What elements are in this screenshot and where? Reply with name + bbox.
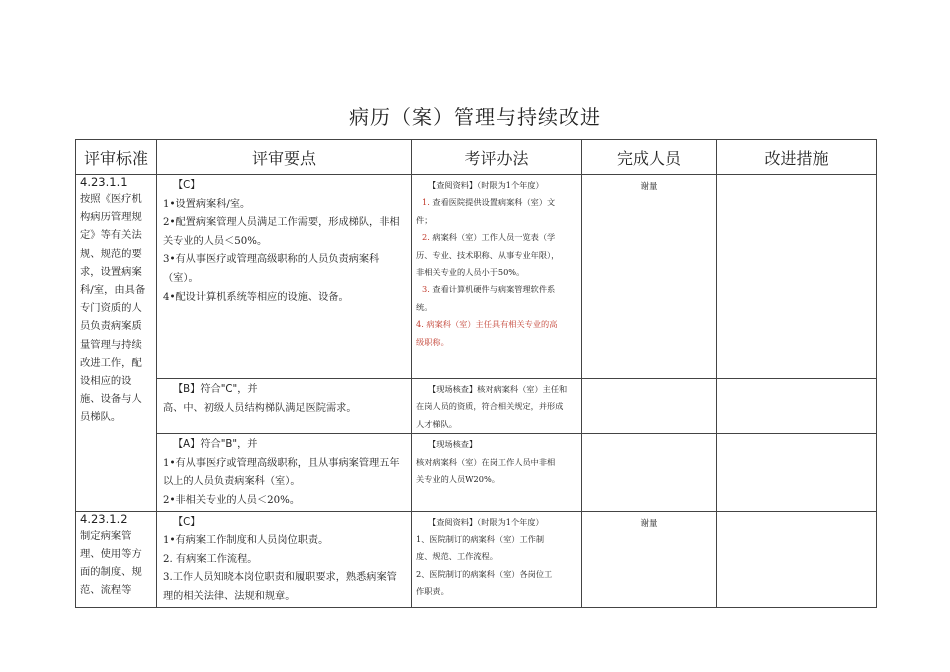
method-cell <box>412 379 582 434</box>
person-cell: 谢量 <box>582 175 717 379</box>
review-point-line: 2•配置病案管理人员满足工作需要，形成梯队，非相 <box>163 217 400 229</box>
review-point-line: 理的相关法律、法规和规章。 <box>163 590 296 602</box>
method-line: 2、医院制订的病案科（室）各岗位工 <box>416 568 553 579</box>
person-cell: 谢量 <box>582 511 717 607</box>
review-point-line: 3.工作人员知晓本岗位职责和履职要求，熟悉病案管 <box>163 572 397 584</box>
method-line: 在岗人员的资质，符合相关规定，并形成 <box>416 401 564 412</box>
review-points-cell <box>157 434 412 511</box>
improve-cell <box>717 511 877 607</box>
method-line: 人才梯队。 <box>416 418 457 429</box>
method-cell <box>412 511 582 607</box>
improve-cell <box>717 379 877 434</box>
person-cell <box>582 434 717 511</box>
improve-cell <box>717 175 877 379</box>
table-row <box>76 175 877 379</box>
method-line: 件； <box>416 214 433 225</box>
grade-level: 【C】 <box>173 516 201 528</box>
table-row <box>76 511 877 607</box>
review-point-line: 高、中、初级人员结构梯队满足医院需求。 <box>163 402 357 414</box>
table-row <box>76 379 877 434</box>
review-points-cell <box>157 379 412 434</box>
review-point-line: 以上的人员负责病案科（室）。 <box>163 476 301 488</box>
method-line: 【查阅资料】（时限为1个年度） <box>428 180 544 190</box>
review-point-line: （室）。 <box>163 272 199 284</box>
table-header-row <box>76 140 877 175</box>
review-point-line: 关专业的人员＜50%。 <box>163 235 268 247</box>
method-cell <box>412 175 582 379</box>
header-person: 完成人员 <box>582 140 717 175</box>
method-line: 关专业的人员W20%。 <box>416 474 500 485</box>
method-line: 统。 <box>416 301 433 312</box>
method-cell <box>412 434 582 511</box>
grade-level: 【B】符合"C"，并 <box>173 384 258 395</box>
page-title: 病历（案）管理与持续改进 <box>349 105 601 129</box>
review-point-line: 1•有从事医疗或管理高级职称，且从事病案管理五年 <box>163 457 400 469</box>
standard-text: 制定病案管理、使用等方面的制度、规范、流程等 <box>80 529 142 597</box>
method-line: 1、医院制订的病案科（室）工作制 <box>416 534 545 544</box>
standard-cell <box>76 511 157 607</box>
header-standard: 评审标准 <box>76 140 157 175</box>
method-line: 4. 病案科（室）主任具有相关专业的高 <box>416 319 558 330</box>
grade-level: 【C】 <box>173 180 201 191</box>
table-row <box>76 434 877 511</box>
review-point-line: 2. 有病案工作流程。 <box>163 553 258 565</box>
review-point-line: 1•设置病案科/室。 <box>163 198 251 210</box>
header-method: 考评办法 <box>412 140 582 175</box>
review-point-line: 2•非相关专业的人员＜20%。 <box>163 495 301 506</box>
person-cell <box>582 379 717 434</box>
header-improve: 改进措施 <box>717 140 877 175</box>
review-table <box>75 139 877 608</box>
grade-level: 【A】符合"B"，并 <box>173 439 258 451</box>
review-point-line: 3•有从事医疗或管理高级职称的人员负责病案科 <box>163 254 380 266</box>
method-line: 非相关专业的人员小于50%。 <box>416 267 525 278</box>
standard-code: 4.23.1.2 <box>80 511 128 526</box>
header-points: 评审要点 <box>157 140 412 175</box>
review-points-cell <box>157 511 412 607</box>
standard-cell <box>76 175 157 512</box>
method-line: 3. 查看计算机硬件与病案管理软件系 <box>422 284 556 295</box>
method-line: 度、规范、工作流程。 <box>416 551 498 562</box>
standard-text: 按照《医疗机构病历管理规定》等有关法规、规范的要求，设置病案科/室，由具备专门资质的人员负责病案质量管理与持续改进工作，配设相应的设施、设备与人员梯队。 <box>80 193 146 424</box>
standard-code: 4.23.1.1 <box>80 175 128 189</box>
method-line: 【现场核查】核对病案科（室）主任和 <box>428 384 568 394</box>
method-line: 【现场核查】 <box>428 439 478 450</box>
review-point-line: 4•配设计算机系统等相应的设施、设备。 <box>163 291 349 303</box>
method-line: 【查阅资料】（时限为1个年度） <box>428 516 544 527</box>
review-points-cell <box>157 175 412 379</box>
method-line: 级职称。 <box>416 336 449 347</box>
method-line: 核对病案科（室）在岗工作人员中非相 <box>416 456 556 467</box>
review-point-line: 1•有病案工作制度和人员岗位职责。 <box>163 535 329 547</box>
method-line: 2. 病案科（室）工作人员一览表（学 <box>422 232 556 243</box>
method-line: 1. 查看医院提供设置病案科（室）文 <box>422 197 556 208</box>
method-line: 历、专业、技术职称、从事专业年限）， <box>416 249 560 260</box>
method-line: 作职责。 <box>416 586 449 597</box>
improve-cell <box>717 434 877 511</box>
